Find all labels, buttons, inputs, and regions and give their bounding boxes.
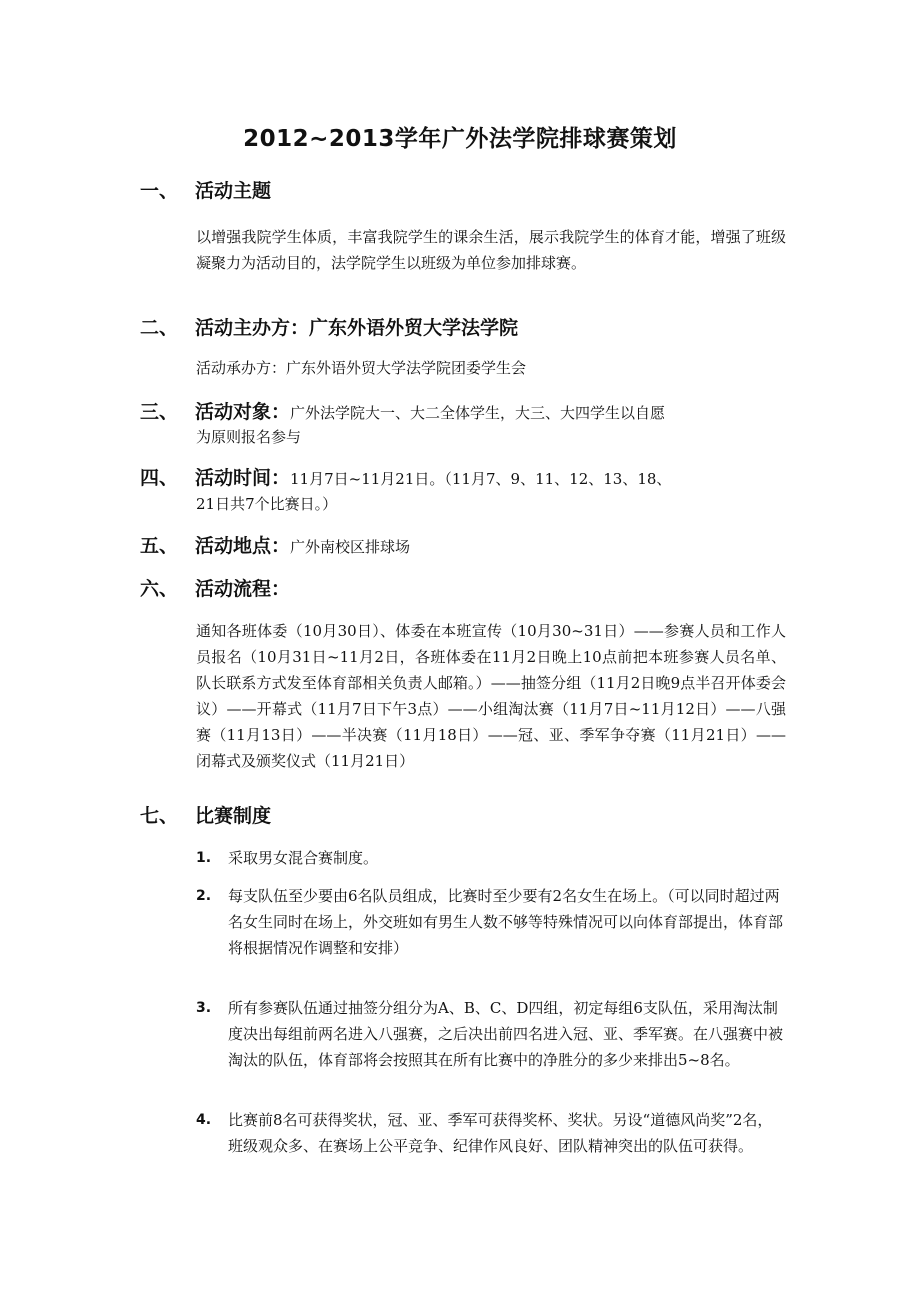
section-4-continuation: 21日共7个比赛日。） [196, 495, 338, 513]
section-number: 五、 [140, 535, 179, 557]
section-1-body: 以增强我院学生体质，丰富我院学生的课余生活，展示我院学生的体育才能，增强了班级凝聚力为活动目的，法学院学生以班级为单位参加排球赛。 [196, 228, 786, 272]
section-title: 活动地点： [195, 535, 291, 557]
section-number: 七、 [140, 805, 179, 827]
section-title: 活动流程： [195, 578, 291, 600]
rule-text: 每支队伍至少要由6名队员组成，比赛时至少要有2名女生在场上。（可以同时超过两名女生同时在场上，外交班如有男生人数不够等特殊情况可以向体育部提出，体育部将根据情况作调整和安排） [228, 887, 784, 957]
section-title: 比赛制度 [195, 805, 272, 827]
section-2-body: 活动承办方：广东外语外贸大学法学院团委学生会 [196, 359, 527, 377]
section-title: 活动时间： [195, 467, 291, 489]
rule-text: 所有参赛队伍通过抽签分组分为A、B、C、D四组，初定每组6支队伍，采用淘汰制度决出每组前两名进入八强赛，之后决出前四名进入冠、亚、季军赛。在八强赛中被淘汰的队伍，体育部将会按照其在所有比赛中的净胜分的多少来排出5~8名。 [228, 999, 784, 1069]
section-6-body: 通知各班体委（10月30日）、体委在本班宣传（10月30~31日）——参赛人员和工作人员报名（10月31日~11月2日，各班体委在11月2日晚上10点前把本班参赛人员名单、队长联系方式发至体育部相关负责人邮箱。）——抽签分组（11月2日晚9点半召开体委会议）——开幕式（11月7日下午3点）——小组淘汰赛（11月7日~11月12日）——八强赛（11月13日）——半决赛（11月18日）——冠、亚、季军争夺赛（11月21日）——闭幕式及颁奖仪式（11月21日） [196, 622, 786, 770]
rule-number: 2. [196, 888, 212, 904]
section-number: 三、 [140, 401, 179, 423]
document-title: 2012~2013学年广外法学院排球赛策划 [243, 126, 677, 152]
rule-text: 比赛前8名可获得奖状，冠、亚、季军可获得奖杯、奖状。另设“道德风尚奖”2名，班级观众多、在赛场上公平竞争、纪律作风良好、团队精神突出的队伍可获得。 [228, 1111, 773, 1155]
rule-number: 3. [196, 1000, 212, 1016]
section-title: 活动主办方：广东外语外贸大学法学院 [195, 317, 519, 339]
section-number: 六、 [140, 578, 179, 600]
rule-number: 4. [196, 1112, 212, 1128]
section-number: 二、 [140, 317, 179, 339]
rule-text: 采取男女混合赛制度。 [228, 849, 379, 867]
section-number: 一、 [140, 180, 179, 202]
section-inline-text: 广外南校区排球场 [290, 538, 411, 556]
section-number: 四、 [140, 467, 179, 489]
section-3-continuation: 为原则报名参与 [196, 428, 302, 446]
section-title: 活动对象： [195, 401, 291, 423]
rule-number: 1. [196, 850, 212, 866]
section-inline-text: 11月7日~11月21日。（11月7、9、11、12、13、18、 [290, 470, 672, 488]
section-title: 活动主题 [195, 180, 272, 202]
section-inline-text: 广外法学院大一、大二全体学生，大三、大四学生以自愿 [290, 404, 666, 422]
